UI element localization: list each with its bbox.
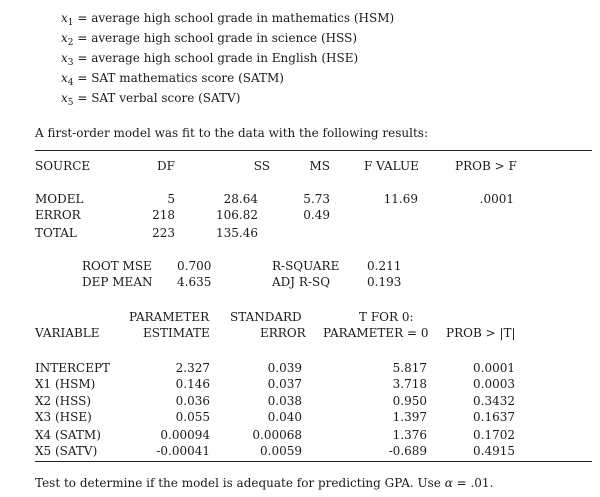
table-rule bbox=[35, 150, 592, 151]
param-cell-estimate: -0.00041 bbox=[156, 444, 210, 458]
param-cell-prob: 0.4915 bbox=[473, 444, 515, 458]
variable-def: $x_1$ = average high school grade in mathematics (HSM) bbox=[61, 11, 395, 28]
anova-cell-ms: 0.49 bbox=[303, 208, 330, 222]
param-cell-variable: X5 (SATV) bbox=[35, 444, 98, 458]
param-cell-prob: 0.1637 bbox=[473, 410, 515, 424]
param-cell-estimate: 0.055 bbox=[175, 410, 210, 424]
param-cell-stderr: 0.037 bbox=[267, 377, 302, 391]
rsquare-label: R-SQUARE bbox=[272, 259, 340, 273]
anova-header-prob: PROB > F bbox=[455, 159, 517, 173]
root-mse-label: ROOT MSE bbox=[82, 259, 152, 273]
param-cell-estimate: 2.327 bbox=[175, 361, 210, 375]
anova-cell-prob: .0001 bbox=[479, 192, 514, 206]
param-cell-t: 5.817 bbox=[392, 361, 427, 375]
param-cell-stderr: 0.00068 bbox=[252, 428, 302, 442]
anova-cell-fvalue: 11.69 bbox=[383, 192, 418, 206]
variable-def: $x_4$ = SAT mathematics score (SATM) bbox=[61, 71, 284, 88]
param-header-prob: PROB > |T| bbox=[446, 326, 516, 340]
param-header-variable: VARIABLE bbox=[35, 326, 100, 340]
adjrsq-value: 0.193 bbox=[367, 275, 402, 289]
param-header-estimate-1: PARAMETER bbox=[129, 310, 210, 324]
param-cell-t: 0.950 bbox=[392, 394, 427, 408]
intro-text: A first-order model was fit to the data with the following results: bbox=[35, 126, 429, 140]
adjrsq-label: ADJ R-SQ bbox=[272, 275, 331, 289]
table-rule bbox=[35, 461, 592, 462]
param-cell-stderr: 0.0059 bbox=[260, 444, 302, 458]
root-mse-value: 0.700 bbox=[177, 259, 212, 273]
param-cell-variable: X3 (HSE) bbox=[35, 410, 92, 424]
param-cell-stderr: 0.039 bbox=[267, 361, 302, 375]
anova-cell-df: 218 bbox=[152, 208, 175, 222]
param-cell-prob: 0.0003 bbox=[473, 377, 515, 391]
param-cell-prob: 0.0001 bbox=[473, 361, 515, 375]
param-cell-stderr: 0.040 bbox=[267, 410, 302, 424]
anova-cell-ss: 106.82 bbox=[216, 208, 258, 222]
anova-header-df: DF bbox=[157, 159, 175, 173]
param-header-stderr-2: ERROR bbox=[260, 326, 306, 340]
param-cell-stderr: 0.038 bbox=[267, 394, 302, 408]
variable-def: $x_5$ = SAT verbal score (SATV) bbox=[61, 91, 241, 108]
anova-cell-df: 223 bbox=[152, 226, 175, 240]
param-cell-t: 3.718 bbox=[392, 377, 427, 391]
anova-header-fvalue: F VALUE bbox=[364, 159, 419, 173]
param-cell-estimate: 0.146 bbox=[175, 377, 210, 391]
anova-cell-ss: 28.64 bbox=[223, 192, 258, 206]
param-cell-t: 1.376 bbox=[392, 428, 427, 442]
param-cell-prob: 0.3432 bbox=[473, 394, 515, 408]
param-cell-estimate: 0.00094 bbox=[160, 428, 210, 442]
param-cell-prob: 0.1702 bbox=[473, 428, 515, 442]
anova-cell-ss: 135.46 bbox=[216, 226, 258, 240]
anova-header-source: SOURCE bbox=[35, 159, 91, 173]
param-cell-variable: X1 (HSM) bbox=[35, 377, 96, 391]
anova-header-ms: MS bbox=[309, 159, 330, 173]
anova-cell-source: ERROR bbox=[35, 208, 81, 222]
dep-mean-value: 4.635 bbox=[177, 275, 212, 289]
param-cell-variable: INTERCEPT bbox=[35, 361, 111, 375]
anova-cell-ms: 5.73 bbox=[303, 192, 330, 206]
param-cell-t: -0.689 bbox=[388, 444, 427, 458]
param-cell-estimate: 0.036 bbox=[175, 394, 210, 408]
param-cell-variable: X4 (SATM) bbox=[35, 428, 101, 442]
param-header-t-2: PARAMETER = 0 bbox=[323, 326, 429, 340]
param-header-t-1: T FOR 0: bbox=[359, 310, 414, 324]
anova-cell-source: MODEL bbox=[35, 192, 84, 206]
alpha-symbol: α bbox=[444, 476, 453, 490]
variable-def: $x_2$ = average high school grade in science (HSS) bbox=[61, 31, 358, 48]
param-header-estimate-2: ESTIMATE bbox=[143, 326, 210, 340]
dep-mean-label: DEP MEAN bbox=[82, 275, 153, 289]
anova-cell-df: 5 bbox=[167, 192, 175, 206]
param-header-stderr-1: STANDARD bbox=[230, 310, 302, 324]
anova-header-ss: SS bbox=[253, 159, 270, 173]
param-cell-t: 1.397 bbox=[392, 410, 427, 424]
param-cell-variable: X2 (HSS) bbox=[35, 394, 92, 408]
anova-cell-source: TOTAL bbox=[35, 226, 77, 240]
rsquare-value: 0.211 bbox=[367, 259, 402, 273]
question-text: Test to determine if the model is adequate for predicting GPA. Use α = .01. bbox=[35, 476, 494, 490]
variable-def: $x_3$ = average high school grade in English (HSE) bbox=[61, 51, 359, 68]
